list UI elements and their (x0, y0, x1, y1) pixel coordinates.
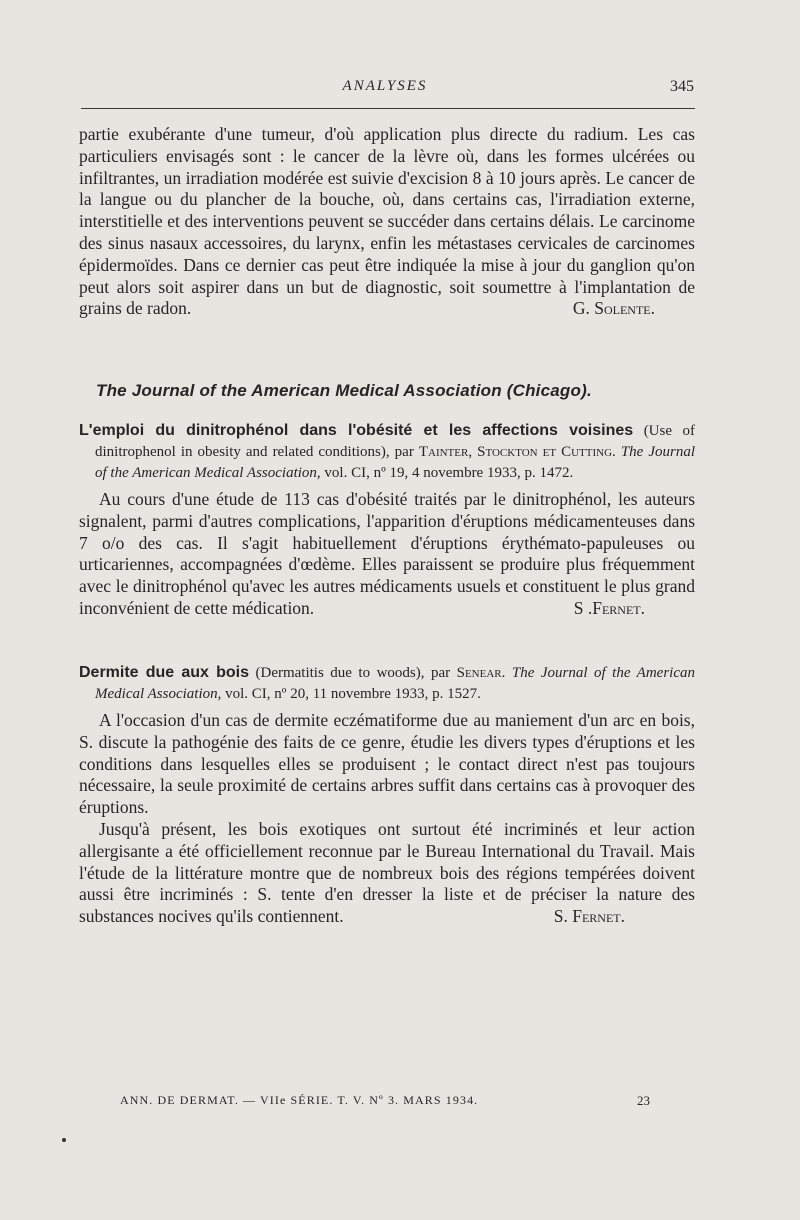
article1-signature: S .Fernet. (573, 597, 645, 618)
article1-reference (79, 420, 695, 484)
article2-body-2: Jusqu'à présent, les bois exotiques ont surtout été incriminés et leur action allergisante a été officiellement reconnue par le Bureau International du Travail. Mais l'étude de la littérature montre que de nombreux bois des régions tempérées doivent aussi être incriminés : S. tente d'en dresser la liste et de préciser la nature des substances nocives qu'ils contiennent. (79, 818, 695, 927)
article1-ref-post: vol. CI, nº 19, 4 novembre 1933, p. 1472. (324, 465, 574, 481)
running-title: ANALYSES (342, 78, 428, 94)
article1-body-paragraph (79, 489, 695, 620)
article1-title: L'emploi du dinitrophénol dans l'obésité et les affections voisines (79, 422, 634, 439)
article2-signature: S. Fernet. (553, 906, 625, 927)
intro-signature: G. Solente. (572, 298, 655, 319)
article2-authors: Senear. (456, 665, 506, 681)
page-number: 345 (670, 78, 694, 95)
header-rule (81, 108, 695, 109)
article-dinitrophenol (79, 420, 695, 620)
article1-journal: The Journal of the American Medical Association, (95, 444, 695, 481)
article-dermite (79, 662, 695, 928)
footer-sheet-number: 23 (637, 1093, 650, 1108)
intro-paragraph (79, 124, 695, 320)
article2-ref-post: vol. CI, nº 20, 11 novembre 1933, p. 1527. (225, 686, 481, 702)
article2-journal: The Journal of the American Medical Association, (95, 665, 695, 702)
journal-heading: The Journal of the American Medical Association (Chicago). (96, 381, 592, 400)
article1-ref-pre: (Use of dinitrophenol in obesity and related conditions), par (95, 423, 696, 460)
article2-title: Dermite due aux bois (79, 664, 250, 681)
intro-text: partie exubérante d'une tumeur, d'où application plus directe du radium. Les cas particuliers envisagés sont : le cancer de la lèvre où, dans les formes ulcérées ou infiltrantes, un irradiation modérée est suivie d'excision 8 à 10 jours après. Le cancer de la langue ou du plancher de la bouche, où, dans certains cas, l'irradiation externe, interstitielle et des interventions peuvent se succéder dans certains délais. Le carcinome des sinus nasaux accessoires, du larynx, enfin les métastases cervicales de carcinomes épidermoïdes. Dans ce dernier cas peut être indiquée la mise à jour du ganglion qu'on peut alors soit aspirer dans un but de diagnostic, soit soumettre à l'implantation de grains de radon. (79, 124, 695, 319)
article2-body-paragraph-1: A l'occasion d'un cas de dermite eczématiforme due au maniement d'un arc en bois, S. discute la pathogénie des faits de ce genre, étudie les divers types d'éruptions et les conditions dans lesquelles elles se produisent ; le contact direct n'est pas toujours nécessaire, la seule proximité de certains arbres suffit dans certains cas à provoquer des éruptions. (79, 710, 695, 818)
article2-reference (79, 662, 695, 705)
article1-body: Au cours d'une étude de 113 cas d'obésité traités par le dinitrophénol, les auteurs signalent, parmi d'autres complications, l'apparition d'éruptions médicamenteuses dans 7 o/o des cas. Il s'agit habituellement d'éruptions érythémato-papuleuses ou urticariennes, accompagnées d'œdème. Elles paraissent se produire plus fréquemment avec le dinitrophénol qu'avec les autres médicaments usuels et constituent le plus grand inconvénient de cette médication. (79, 489, 695, 618)
article2-ref-pre: (Dermatitis due to woods), par (255, 665, 451, 681)
margin-dot (62, 1138, 66, 1142)
article1-authors: Tainter, Stockton et Cutting. (418, 444, 616, 460)
footer-citation: ANN. DE DERMAT. — VIIe SÉRIE. T. V. Nº 3. MARS 1934. (120, 1093, 479, 1107)
article2-body-paragraph-2 (79, 819, 695, 928)
